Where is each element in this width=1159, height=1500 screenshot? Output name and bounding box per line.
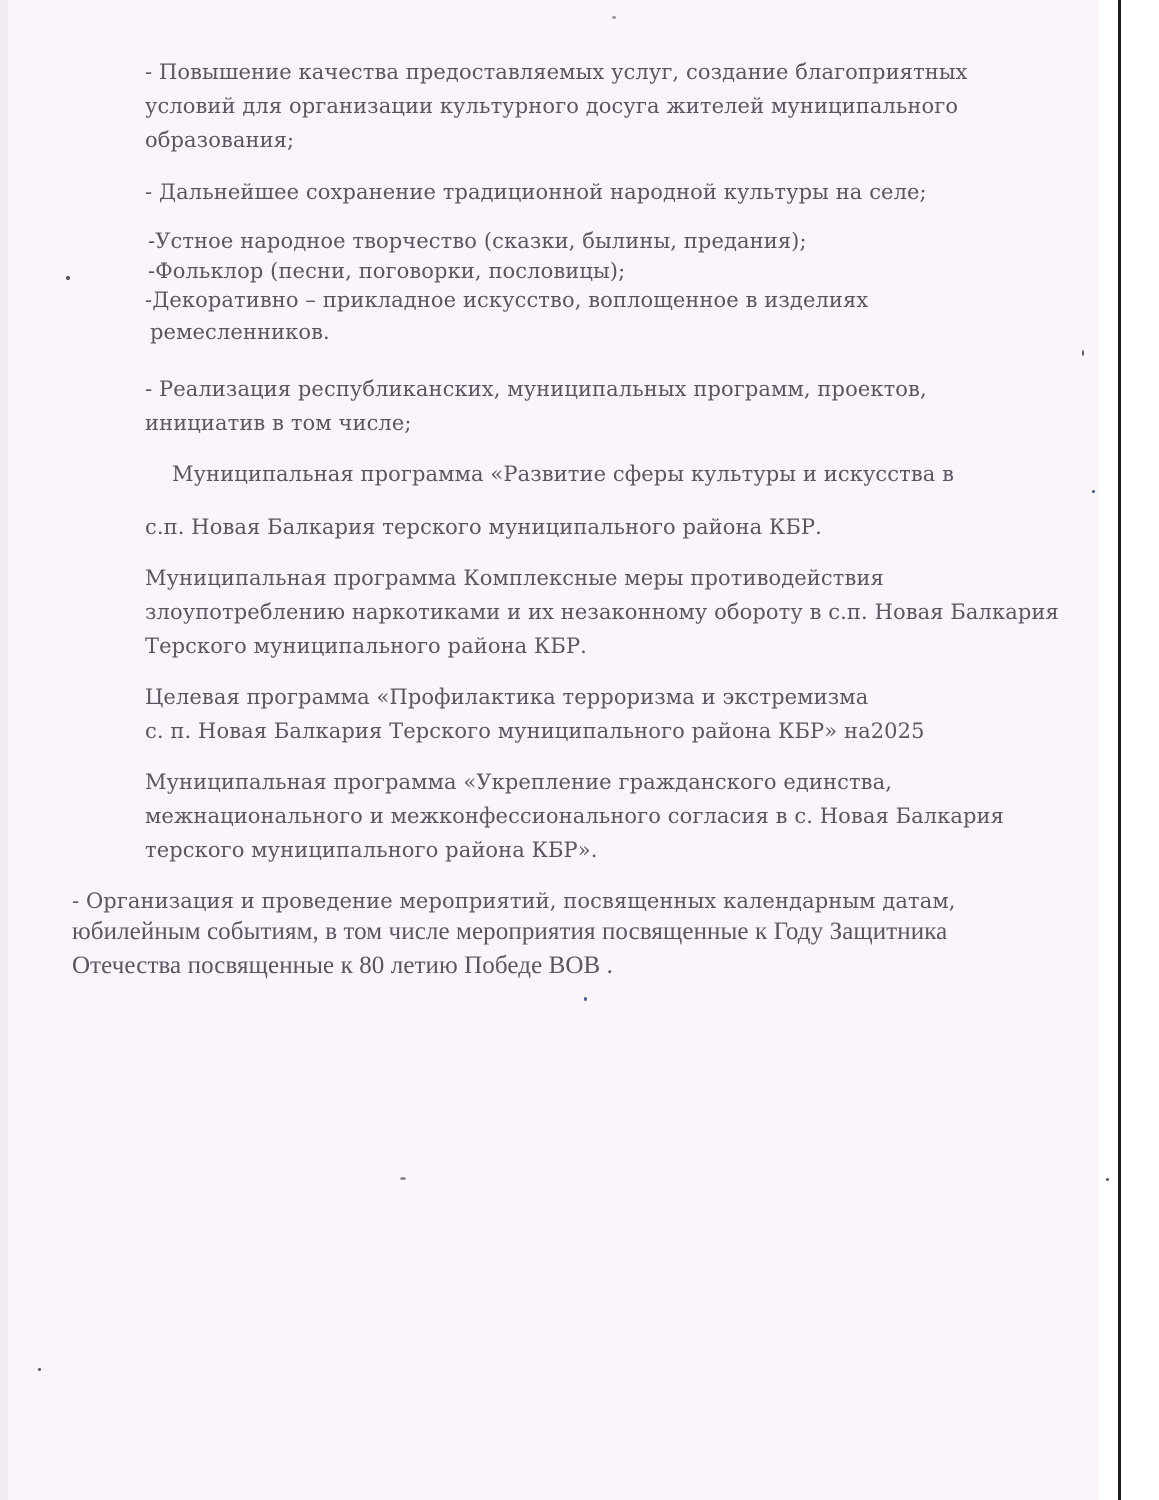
text-line: Муниципальная программа Комплексные меры противодействия — [145, 566, 884, 590]
text-line: -Фольклор (песни, поговорки, пословицы); — [148, 259, 626, 283]
text-line: - Повышение качества предоставляемых услуг, создание благоприятных — [145, 60, 968, 84]
text-line: условий для организации культурного досуга жителей муниципального — [145, 94, 959, 118]
text-line: Целевая программа «Профилактика терроризма и экстремизма — [145, 685, 869, 709]
scan-speck — [1092, 490, 1095, 493]
text-line: инициатив в том числе; — [145, 411, 412, 435]
text-line: юбилейным событиям, в том числе мероприятия посвященные к Году Защитника — [72, 918, 948, 945]
text-line: злоупотреблению наркотиками и их незаконному обороту в с.п. Новая Балкария — [145, 600, 1059, 624]
text-line: Отечества посвященные к 80 летию Победе ВОВ . — [72, 952, 614, 979]
text-line: -Устное народное творчество (сказки, былины, предания); — [148, 229, 807, 253]
scan-speck — [1106, 1178, 1109, 1181]
scan-speck — [1082, 350, 1084, 356]
scan-speck — [38, 1368, 41, 1371]
scan-edge-line — [1118, 0, 1121, 1500]
text-line: с.п. Новая Балкария терского муниципального района КБР. — [145, 515, 822, 539]
scan-speck — [612, 16, 616, 19]
text-line: Муниципальная программа «Развитие сферы культуры и искусства в — [172, 462, 955, 486]
text-line: Терского муниципального района КБР. — [145, 634, 587, 658]
text-line: ремесленников. — [150, 320, 330, 344]
text-line: с. п. Новая Балкария Терского муниципального района КБР» на2025 — [145, 719, 925, 743]
scan-speck — [400, 1177, 406, 1180]
text-line: Муниципальная программа «Укрепление гражданского единства, — [145, 770, 893, 794]
scan-speck — [584, 997, 587, 1001]
text-line: -Декоративно – прикладное искусство, воплощенное в изделиях — [145, 288, 869, 312]
text-line: терского муниципального района КБР». — [145, 838, 598, 862]
text-line: - Реализация республиканских, муниципальных программ, проектов, — [145, 377, 927, 401]
text-line: - Организация и проведение мероприятий, посвященных календарным датам, — [72, 889, 956, 913]
text-line: - Дальнейшее сохранение традиционной народной культуры на селе; — [145, 180, 927, 204]
text-line: образования; — [145, 128, 295, 152]
scan-speck — [66, 276, 70, 280]
text-line: межнационального и межконфессионального согласия в с. Новая Балкария — [145, 804, 1004, 828]
